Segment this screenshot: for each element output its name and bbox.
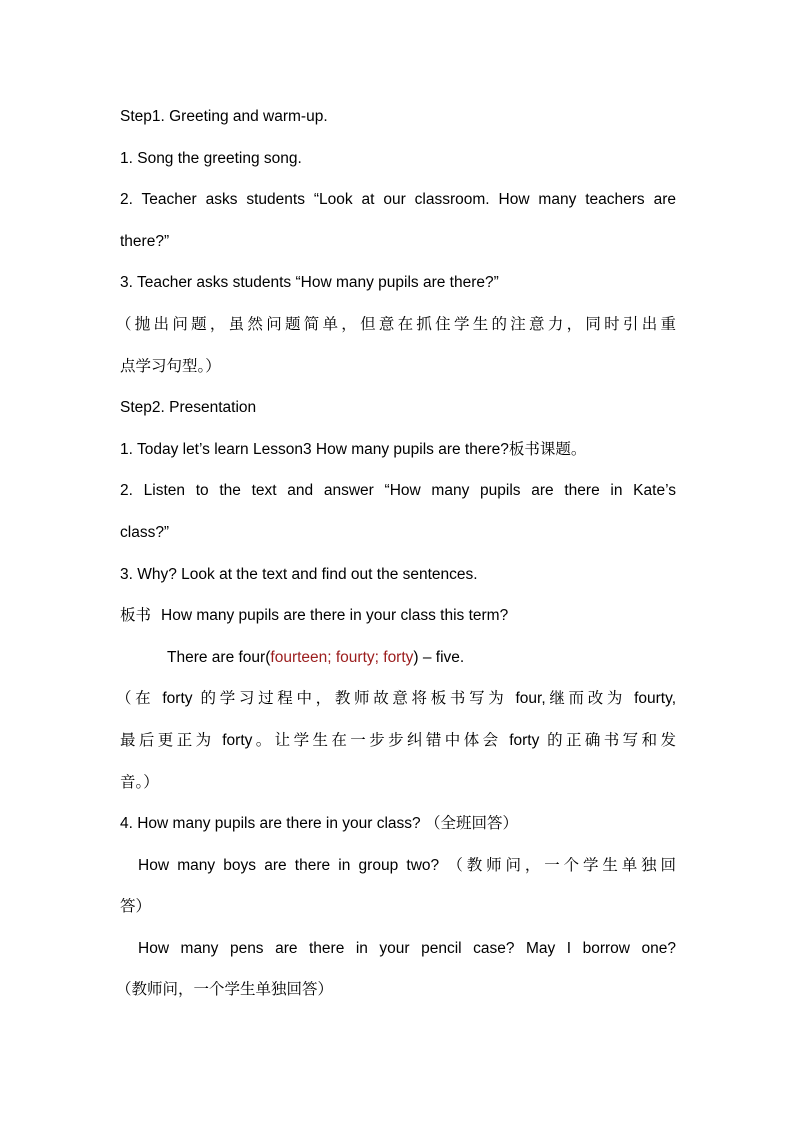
paragraph-line: （教师问，一个学生单独回答） <box>116 981 334 999</box>
step1-heading: Step1. Greeting and warm-up. <box>120 108 328 125</box>
paragraph-line: 3. Why? Look at the text and find out the sentences. <box>120 565 478 583</box>
paragraph-line: 点学习句型。） <box>120 357 221 375</box>
blackboard-line <box>120 603 676 645</box>
paragraph-line: 答） <box>120 898 152 916</box>
blackboard-label: 板书 <box>120 607 152 625</box>
blackboard-text: How many pupils are there in your class this term? <box>161 607 509 625</box>
paragraph-line: （抛出问题，虽然问题简单，但意在抓住学生的注意力，同时引出重 <box>116 315 676 333</box>
answer-text-end: ) – five. <box>413 648 465 666</box>
paragraph-line: 最后更正为 forty。让学生在一步步纠错中体会 forty 的正确书写和发 <box>120 731 676 749</box>
paragraph-line: 1. Song the greeting song. <box>120 149 302 167</box>
paragraph-line: How many pens are there in your pencil case? May I borrow one? <box>138 939 676 957</box>
paragraph-line: class?” <box>120 523 170 541</box>
lesson-plan-body <box>116 104 676 1019</box>
paragraph-line: 音。） <box>120 773 159 791</box>
step2-heading: Step2. Presentation <box>120 399 257 417</box>
answer-text-highlight: fourteen; fourty; forty <box>270 648 414 666</box>
paragraph-line: How many boys are there in group two? （教师问，一个学生单独回 <box>138 856 676 874</box>
paragraph-line: 3. Teacher asks students “How many pupils are there?” <box>120 274 499 292</box>
answer-text-start: There are four( <box>167 648 271 666</box>
paragraph-line: 2. Teacher asks students “Look at our classroom. How many teachers are <box>120 191 676 209</box>
paragraph-line: there?” <box>120 232 170 250</box>
paragraph-line: 1. Today let’s learn Lesson3 How many pupils are there?板书课题。 <box>120 440 587 458</box>
paragraph-line: （在 forty 的学习过程中，教师故意将板书写为 four,继而改为 fourty, <box>116 690 676 708</box>
paragraph-line: 4. How many pupils are there in your class? （全班回答） <box>120 815 518 833</box>
paragraph-line: 2. Listen to the text and answer “How many pupils are there in Kate’s <box>120 482 676 500</box>
blackboard-answer-line <box>120 645 676 687</box>
